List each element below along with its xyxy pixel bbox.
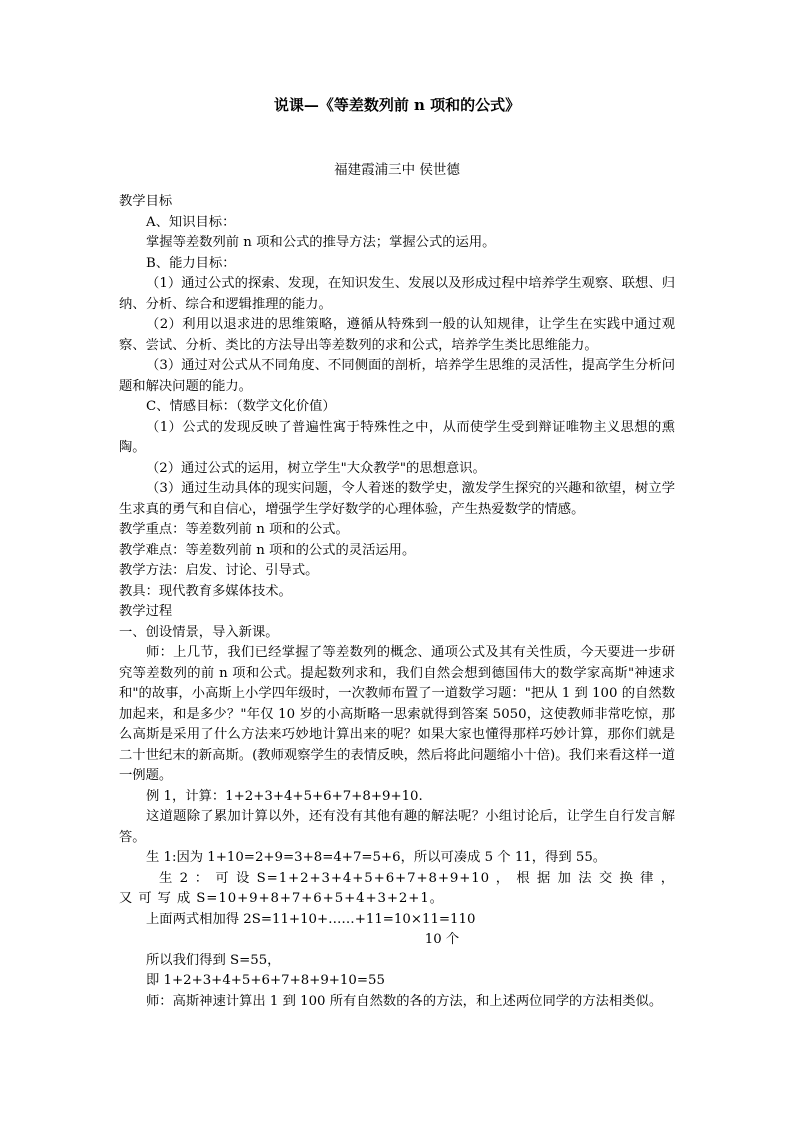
paragraph: （1）通过公式的探索、发现，在知识发生、发展以及形成过程中培养学生观察、联想、归纳、分析、综合和逻辑推理的能力。 [119, 276, 675, 312]
paragraph: （1）公式的发现反映了普遍性寓于特殊性之中，从而使学生受到辩证唯物主义思想的熏陶。 [119, 419, 675, 455]
paragraph: 生 1:因为 1+10=2+9=3+8=4+7=5+6，所以可凑成 5 个 11，得到 55。 [146, 850, 607, 865]
formula-line: 上面两式相加得 2S=11+10+……+11=10×11=110 [146, 911, 476, 927]
section-heading-process: 教学过程 [119, 604, 173, 619]
teaching-difficulty: 教学难点：等差数列前 n 项和的公式的灵活运用。 [119, 542, 416, 558]
teaching-aids: 教具：现代教育多媒体技术。 [119, 583, 292, 599]
paragraph: 师：上几节，我们已经掌握了等差数列的概念、通项公式及其有关性质，今天要进一步研究等差数列的前 n 项和公式。提起数列求和，我们自然会想到德国伟大的数学家高斯"神速求和"的故事，小高斯上小学四年级时，一次教师布置了一道数学习题："把从 1 到 100 的自然数加起来，和是多少？"年仅 10 岁的小高斯略一思索就得到答案 5050，这使教师非常吃惊，那么高斯是采用了什么方法来巧妙地计算出来的呢？如果大家也懂得那样巧妙计算，那你们就是二十世纪末的新高斯。(教师观察学生的表情反映，然后将此问题缩小十倍)。我们来看这样一道一例题。 [119, 645, 675, 783]
section-heading-objectives: 教学目标 [119, 194, 173, 209]
formula-annotation: 10 个 [424, 932, 460, 947]
formula-line: 所以我们得到 S=55， [146, 952, 281, 968]
teaching-method: 教学方法：启发、讨论、引导式。 [119, 563, 319, 578]
formula-line: 即 1+2+3+4+5+6+7+8+9+10=55 [146, 973, 385, 988]
document-title: 说课—《等差数列前 n 项和的公式》 [273, 96, 521, 114]
teaching-focus: 教学重点：等差数列前 n 项和的公式。 [119, 522, 349, 537]
subheading-ability: B、能力目标： [146, 255, 236, 271]
subheading-emotion: C、情感目标：（数学文化价值） [146, 399, 336, 414]
paragraph: 掌握等差数列前 n 项和公式的推导方法；掌握公式的运用。 [146, 235, 496, 250]
step-heading: 一、创设情景，导入新课。 [119, 624, 279, 640]
paragraph: （3）通过生动具体的现实问题，令人着迷的数学史，激发学生探究的兴趣和欲望，树立学生求真的勇气和自信心，增强学生学好数学的心理体验，产生热爱数学的情感。 [119, 481, 675, 517]
author-line: 福建霞浦三中 侯世德 [334, 162, 460, 178]
paragraph: 生 2 ： 可 设 S=1+2+3+4+5+6+7+8+9+10 ， 根 据 加 法 交 换 律 ， 又 可 写 成 S=10+9+8+7+6+5+4+3+2+1。 [119, 870, 681, 906]
example-line: 例 1，计算：1+2+3+4+5+6+7+8+9+10. [146, 788, 423, 804]
paragraph: （2）通过公式的运用，树立学生"大众教学"的思想意识。 [146, 460, 486, 476]
document-body [119, 192, 681, 1012]
paragraph: 师：高斯神速计算出 1 到 100 所有自然数的各的方法，和上述两位同学的方法相类似。 [146, 993, 663, 1009]
subheading-knowledge: A、知识目标： [146, 214, 236, 230]
paragraph: （2）利用以退求进的思维策略，遵循从特殊到一般的认知规律，让学生在实践中通过观察、尝试、分析、类比的方法导出等差数列的求和公式，培养学生类比思维能力。 [119, 317, 675, 353]
paragraph: 这道题除了累加计算以外，还有没有其他有趣的解法呢？小组讨论后，让学生自行发言解答。 [119, 809, 675, 845]
paragraph: （3）通过对公式从不同角度、不同侧面的剖析，培养学生思维的灵活性，提高学生分析问题和解决问题的能力。 [119, 358, 675, 394]
